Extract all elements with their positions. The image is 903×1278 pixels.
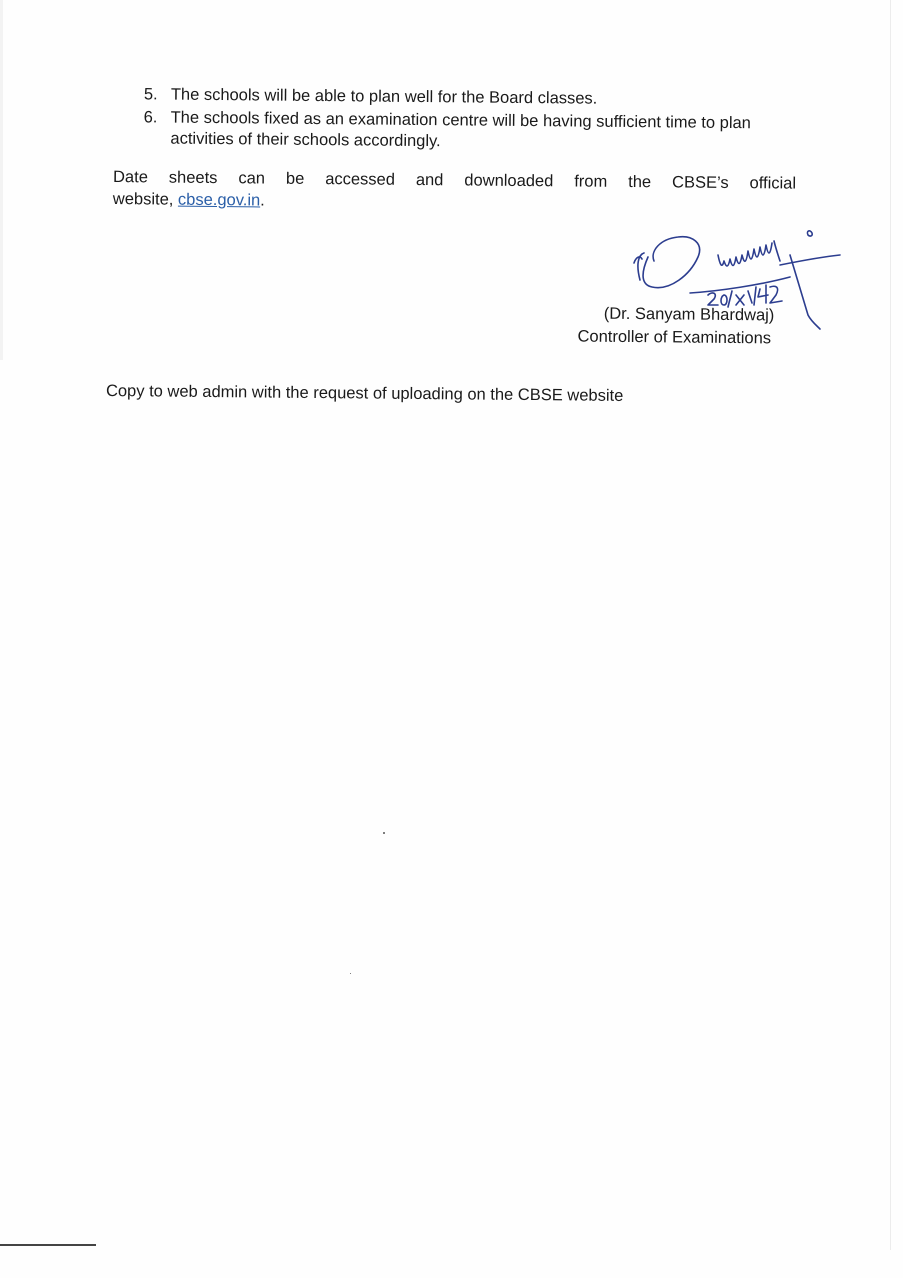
scan-edge-left (0, 0, 3, 360)
copy-to-note: Copy to web admin with the request of uploading on the CBSE website (105, 381, 624, 405)
paragraph-suffix: . (260, 191, 265, 210)
scan-bottom-mark (0, 1244, 96, 1246)
signatory-name: (Dr. Sanyam Bhardwaj) (603, 304, 775, 325)
date-sheet-paragraph (113, 166, 796, 217)
scan-speck (383, 832, 385, 834)
scan-speck (350, 973, 351, 974)
list-item-text: The schools fixed as an examination centre will be having sufficient time to plan activities of their schools accordingly. (170, 108, 751, 151)
handwritten-signature (630, 225, 845, 335)
paragraph-prefix: website, (112, 190, 179, 209)
document-content (1, 0, 903, 405)
signatory-title: Controller of Examinations (577, 327, 772, 348)
list-item-number: 6. (143, 108, 158, 127)
list-item-number: 5. (143, 85, 158, 104)
scan-edge-right (890, 0, 891, 1250)
list-item-text: The schools will be able to plan well for the Board classes. (170, 85, 598, 108)
cbse-website-link[interactable]: cbse.gov.in (177, 190, 261, 210)
paragraph-line: Date sheets can be accessed and downloaded from the CBSE’s official (112, 168, 797, 193)
